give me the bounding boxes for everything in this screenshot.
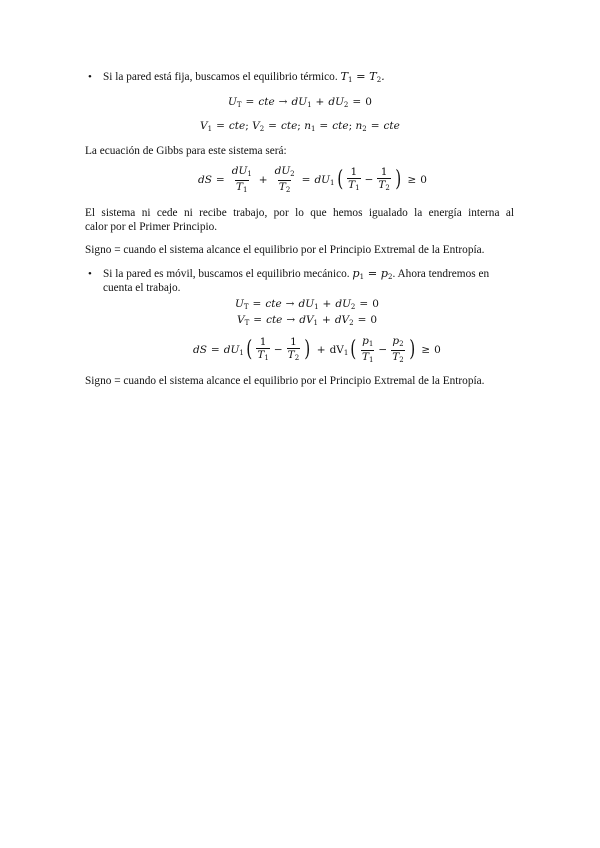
equation-internal-energy: $U_T$ = cte → $dU_1$ + $dU_2$ = 0 [228,95,372,109]
bullet-marker: • [88,71,92,83]
paragraph-fixed-wall [103,70,385,87]
paragraph-work-line2: calor por el Primer Principio. [85,221,218,233]
sign-note-2: Signo = cuando el sistema alcance el equilibrio por el Principio Extremal de la Entropía. [85,375,485,387]
fixed-wall-text: Si la pared está fija, buscamos el equilibrio térmico. [103,71,338,83]
gibbs-intro-text: La ecuación de Gibbs para este sistema será: [85,145,287,157]
equation-volume: $V_T$ = cte → $dV_1$ + $dV_2$ = 0 [237,313,378,327]
paragraph-mobile-wall-line2: cuenta el trabajo. [103,282,181,294]
paragraph-work-line1: El sistema ni cede ni recibe trabajo, por lo que hemos igualado la energía interna al [85,207,514,219]
equation-constants: $V_1$ = cte ; $V_2$ = cte ; $n_1$ = cte ; $n_2$ = cte [200,119,400,133]
gibbs-equation-thermal: dS = $\frac{dU_1}{T_1}$ + $\frac{dU_2}{T_2}$ = $dU_1$ ( $\frac{1}{T_1}$ − $\frac{1}{T_2}$ ) ≥ 0 [198,164,427,194]
bullet-marker: • [88,268,92,280]
equation-internal-energy-2: $U_T$ = cte → $dU_1$ + $dU_2$ = 0 [235,297,379,311]
gibbs-equation-mechanical: dS = $dU_1$ ( $\frac{1}{T_1}$ − $\frac{1}{T_2}$ ) + $dV_1$ ( $\frac{p_1}{T_1}$ − $\frac{p_2}{T_2}$ ) ≥ 0 [193,334,441,364]
mechanical-condition: $p_1 = p_2$ [352,267,393,281]
mobile-wall-text: Si la pared es móvil, buscamos el equilibrio mecánico. [103,268,350,280]
mobile-wall-tail: . Ahora tendremos en [392,268,490,280]
thermal-condition: $T_1 = T_2$. [340,70,385,84]
sign-note-1: Signo = cuando el sistema alcance el equilibrio por el Principio Extremal de la Entropía. [85,244,485,256]
